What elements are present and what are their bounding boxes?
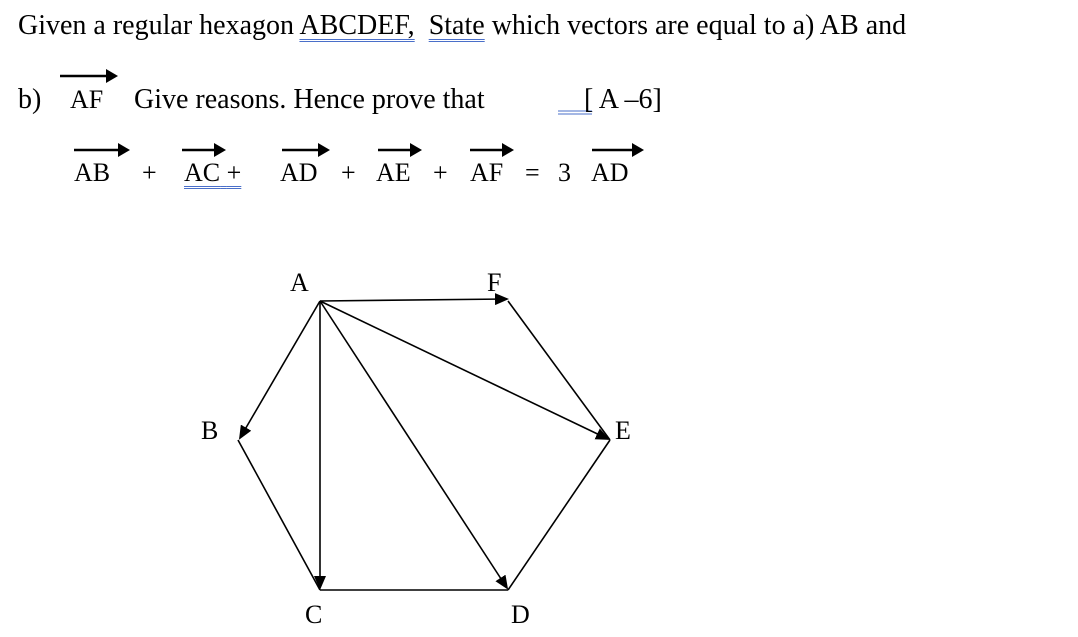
line1-prefix: Given a regular hexagon xyxy=(18,10,300,41)
line1-suffix: and xyxy=(858,10,907,41)
vertex-label-c: C xyxy=(305,600,323,629)
eq-plus-3: + xyxy=(341,158,356,187)
eq-coefficient: 3 xyxy=(558,158,571,187)
side-bc xyxy=(238,440,320,590)
vector-ab xyxy=(240,301,320,438)
side-ed xyxy=(508,440,610,590)
part-b-label: b) xyxy=(18,84,42,115)
eq-term-af: AF xyxy=(470,158,504,187)
vertex-label-e: E xyxy=(615,416,631,445)
state-word: State xyxy=(428,10,485,41)
hexagon-name: ABCDEF, xyxy=(299,10,415,41)
vector-af-label: AF xyxy=(70,85,104,114)
eq-term-ab: AB xyxy=(74,158,111,187)
eq-rhs-ad: AD xyxy=(591,158,629,187)
vertex-label-a: A xyxy=(290,268,309,297)
vertex-label-f: F xyxy=(487,268,502,297)
give-reasons-text: Give reasons. Hence prove that xyxy=(134,84,485,115)
vertex-label-d: D xyxy=(511,600,530,629)
vector-ab-label: AB xyxy=(819,10,859,41)
mark-reference: [ A –6] xyxy=(584,84,662,115)
vertex-label-b: B xyxy=(201,416,219,445)
eq-plus-4: + xyxy=(433,158,448,187)
line1-middle: which vectors are equal to a) xyxy=(484,10,820,41)
vector-ae xyxy=(320,301,608,439)
eq-plus-2: + xyxy=(226,158,242,187)
vector-af xyxy=(320,299,507,301)
eq-term-ad: AD xyxy=(280,158,318,187)
eq-plus-1: + xyxy=(142,158,157,187)
eq-equals: = xyxy=(525,158,540,187)
eq-term-ae: AE xyxy=(376,158,411,187)
vector-ad xyxy=(320,301,507,588)
eq-term-ac-text: AC xyxy=(184,158,221,187)
side-fe xyxy=(508,301,610,440)
